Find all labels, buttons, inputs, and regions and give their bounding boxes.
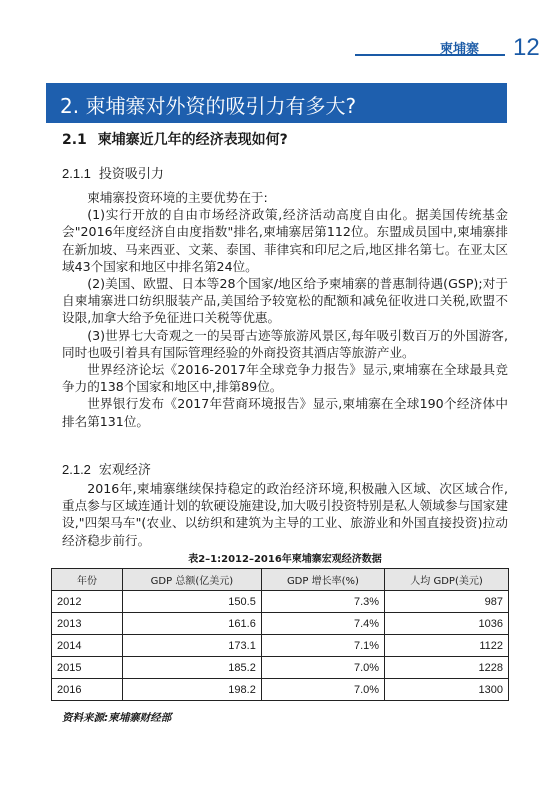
table-cell: 2014 <box>52 635 123 657</box>
table-cell: 1122 <box>385 635 509 657</box>
running-header-country: 柬埔寨 <box>440 42 480 57</box>
paragraph: (1)实行开放的自由市场经济政策,经济活动高度自由化。据美国传统基金会"2016年度经济自由度指数"排名,柬埔寨居第112位。东盟成员国中,柬埔寨排在新加坡、马来西亚、文莱、泰国、菲律宾和印尼之后,地区排名第七。在亚太区域43个国家和地区中排名第24位。 <box>62 207 508 274</box>
table-cell: 7.3% <box>261 591 384 613</box>
investment-body <box>62 189 508 430</box>
table-row <box>52 635 509 657</box>
paragraph: (3)世界七大奇观之一的吴哥古迹等旅游风景区,每年吸引数百万的外国游客,同时也吸引着具有国际管理经验的外商投资其酒店等旅游产业。 <box>62 327 508 360</box>
column-header: 人均 GDP(美元) <box>385 569 509 591</box>
table-cell: 173.1 <box>123 635 262 657</box>
table-cell: 7.0% <box>261 657 384 679</box>
subsection-title: 柬埔寨近几年的经济表现如何? <box>97 132 288 148</box>
table-cell: 1036 <box>385 613 509 635</box>
table-row <box>52 613 509 635</box>
table-cell: 1300 <box>385 679 509 701</box>
table-cell: 185.2 <box>123 657 262 679</box>
table-header-row <box>52 569 509 591</box>
table-row <box>52 657 509 679</box>
table-source: 资料来源:柬埔寨财经部 <box>62 712 172 724</box>
paragraph: 柬埔寨投资环境的主要优势在于: <box>87 190 268 205</box>
section-title: 2. 柬埔寨对外资的吸引力有多大? <box>60 94 357 118</box>
table-cell: 2012 <box>52 591 123 613</box>
heading-investment-number: 2.1.1 <box>62 166 91 181</box>
table-row <box>52 591 509 613</box>
column-header: GDP 增长率(%) <box>261 569 384 591</box>
macro-body <box>62 480 508 549</box>
subsection-heading <box>62 129 288 149</box>
table-cell: 7.1% <box>261 635 384 657</box>
heading-investment <box>62 163 164 182</box>
heading-macro-number: 2.1.2 <box>62 462 91 477</box>
table-caption: 表2–1:2012–2016年柬埔寨宏观经济数据 <box>188 554 382 565</box>
table-cell: 7.0% <box>261 679 384 701</box>
table-cell: 198.2 <box>123 679 262 701</box>
table-cell: 161.6 <box>123 613 262 635</box>
paragraph: (2)美国、欧盟、日本等28个国家/地区给予柬埔寨的普惠制待遇(GSP);对于自柬埔寨进口纺织服装产品,美国给予较宽松的配额和减免征收进口关税,欧盟不设限,加拿大给予免征进口关税等优惠。 <box>62 276 508 326</box>
macro-data-table <box>51 568 509 701</box>
page-number: 12 <box>513 34 540 61</box>
table-cell: 150.5 <box>123 591 262 613</box>
header-rule <box>355 54 505 56</box>
subsection-number: 2.1 <box>62 132 87 148</box>
table-cell: 1228 <box>385 657 509 679</box>
table-row <box>52 679 509 701</box>
heading-investment-title: 投资吸引力 <box>98 167 164 182</box>
table-cell: 7.4% <box>261 613 384 635</box>
heading-macro-title: 宏观经济 <box>98 463 151 478</box>
table-cell: 2016 <box>52 679 123 701</box>
column-header: 年份 <box>52 569 123 591</box>
paragraph: 世界银行发布《2017年营商环境报告》显示,柬埔寨在全球190个经济体中排名第131位。 <box>62 396 508 429</box>
column-header: GDP 总额(亿美元) <box>123 569 262 591</box>
paragraph: 世界经济论坛《2016-2017年全球竞争力报告》显示,柬埔寨在全球最具竞争力的138个国家和地区中,排第89位。 <box>62 362 508 395</box>
table-cell: 2013 <box>52 613 123 635</box>
table-cell: 987 <box>385 591 509 613</box>
table-cell: 2015 <box>52 657 123 679</box>
heading-macro <box>62 459 151 478</box>
paragraph: 2016年,柬埔寨继续保持稳定的政治经济环境,积极融入区域、次区域合作,重点参与区域连通计划的软硬设施建设,加大吸引投资特别是私人领域参与国家建设,"四架马车"(农业、以纺织和建筑为主导的工业、旅游业和外国直接投资)拉动经济稳步前行。 <box>62 481 508 548</box>
